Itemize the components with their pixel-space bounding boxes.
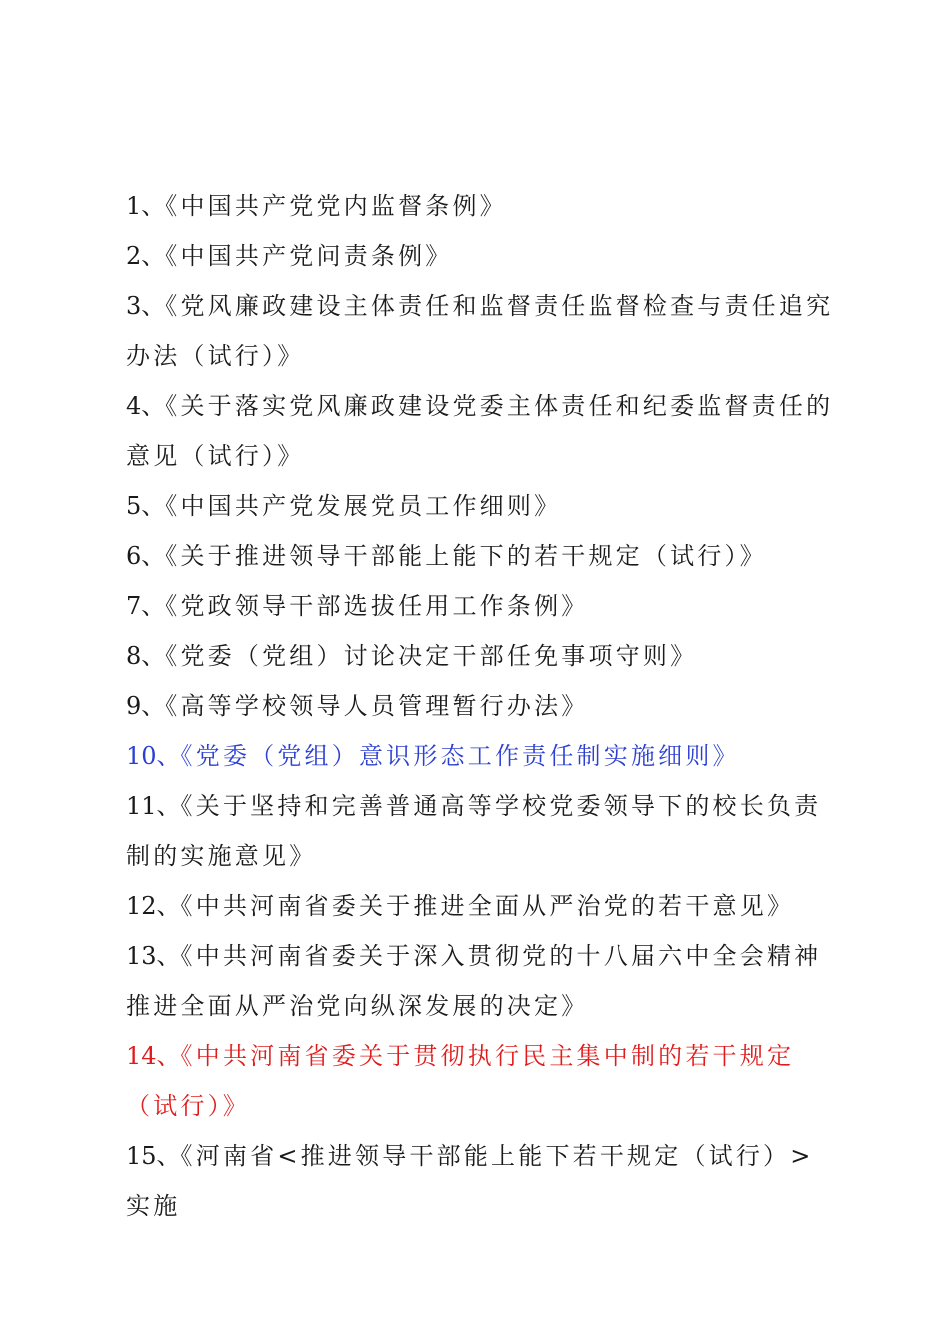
list-item-15: 15、《河南省<推进领导干部能上能下若干规定（试行）>实施	[126, 1142, 814, 1220]
list-item-3: 3、《党风廉政建设主体责任和监督责任监督检查与责任追究办法（试行）》	[126, 292, 834, 370]
list-item-1: 1、《中国共产党党内监督条例》	[126, 192, 507, 220]
list-item-12: 12、《中共河南省委关于推进全面从严治党的若干意见》	[126, 892, 795, 920]
list-item-4: 4、《关于落实党风廉政建设党委主体责任和纪委监督责任的意见（试行）》	[126, 392, 834, 470]
document-body	[126, 181, 834, 1231]
list-item-6: 6、《关于推进领导干部能上能下的若干规定（试行）》	[126, 542, 767, 570]
list-item-13: 13、《中共河南省委关于深入贯彻党的十八届六中全会精神推进全面从严治党向纵深发展的决定》	[126, 942, 822, 1020]
list-item-11: 11、《关于坚持和完善普通高等学校党委领导下的校长负责制的实施意见》	[126, 792, 822, 870]
list-item-7: 7、《党政领导干部选拔任用工作条例》	[126, 592, 589, 620]
list-item-8: 8、《党委（党组）讨论决定干部任免事项守则》	[126, 642, 698, 670]
list-item-2: 2、《中国共产党问责条例》	[126, 242, 453, 270]
list-item-10: 10、《党委（党组）意识形态工作责任制实施细则》	[126, 742, 740, 770]
list-item-9: 9、《高等学校领导人员管理暂行办法》	[126, 692, 589, 720]
list-item-14: 14、《中共河南省委关于贯彻执行民主集中制的若干规定（试行）》	[126, 1042, 795, 1120]
list-item-5: 5、《中国共产党发展党员工作细则》	[126, 492, 562, 520]
